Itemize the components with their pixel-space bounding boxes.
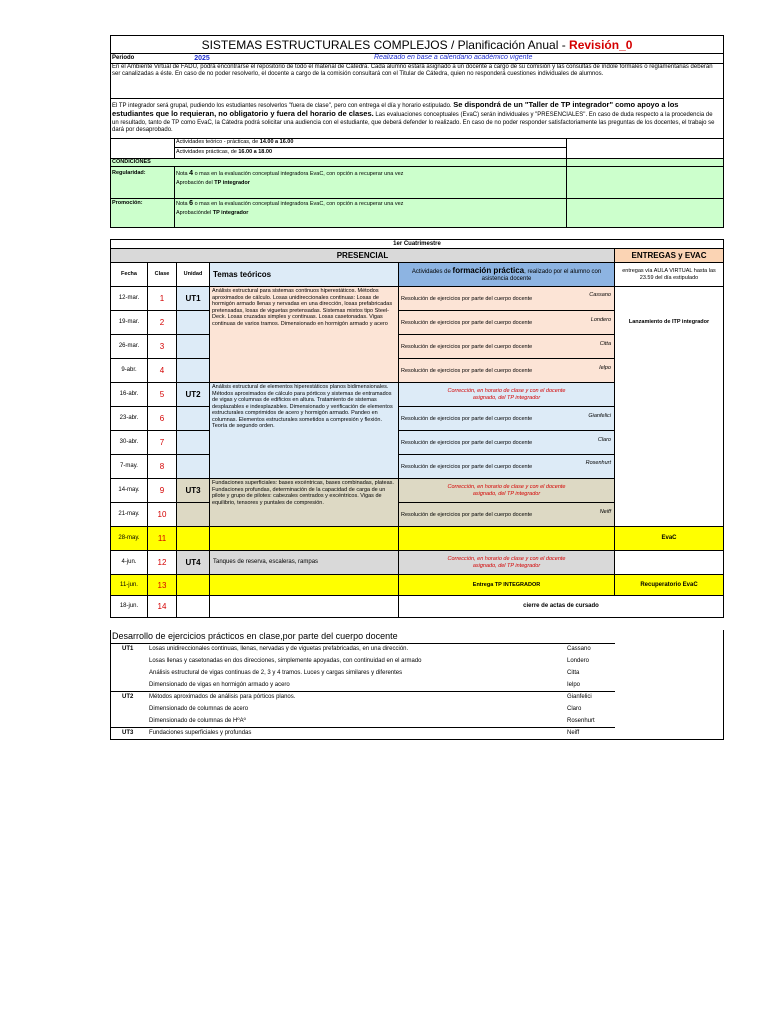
row-fecha: 21-may. [110,502,148,527]
row-correccion: Corrección, en horario de clase y con el docente asignado, del TP integrador [398,478,615,503]
evac-cell: EvaC [614,526,724,551]
row-clase: 14 [147,595,177,618]
row-unidad [176,358,210,383]
row-docente: Gianfelici [588,413,611,419]
prac-hours: 16.00 a 18.00 [238,149,273,155]
row-fecha: 9-abr. [110,358,148,383]
pro-nota-label: Nota [176,201,188,207]
unit-divider [110,727,615,728]
lanzamiento-itp: Lanzamiento de ITP integrador [614,286,724,527]
row-unidad [176,454,210,479]
col-unidad: Unidad [176,262,210,287]
practice-docente: Gianfelici [567,694,592,700]
practice-unit: UT3 [122,730,134,736]
row-unidad [176,595,210,618]
row-fecha: 12-mar. [110,286,148,311]
year-value: 2025 [194,54,210,62]
reg-nota-text: o mas en la evaluación conceptual integradora EvaC, con opción a recuperar una vez [194,171,404,177]
col-entregas: entregas vía AULA VIRTUAL hasta las 23.59 del día estipulado [614,262,724,287]
bottom-title: Desarrollo de ejercicios prácticos en clase,por parte del cuerpo docente [112,631,398,641]
practice-text: Análisis estructural de vigas continuas de 2, 3 y 4 tramos. Luces y cargas similares y diferentes [149,670,403,676]
practice-unit: UT2 [122,694,134,700]
row-resolucion [398,334,615,359]
row-11-topics [209,526,399,551]
pro-tp-label: Aprobacióndel [176,210,212,216]
col-act-b: formación práctica [452,265,525,275]
recuperatorio-evac: Recuperatorio EvaC [614,574,724,596]
row-fecha: 7-may. [110,454,148,479]
row-docente: Rosenhurt [585,460,611,466]
row-clase: 7 [147,430,177,455]
regularidad-tp [176,180,250,187]
row-docente: Neiff [599,509,611,515]
taller-text: Se dispondrá de un "Taller de TP integrador" como apoyo a los estudiantes que lo requieran, no obligatorio y fuera del horario de clases. [112,100,679,119]
row-fecha: 16-abr. [110,382,148,407]
col-act-c: , realizado por el alumno con asistencia docente [481,268,602,282]
row-fecha: 18-jun. [110,595,148,618]
evac-text: Las evaluaciones conceptuales (EvaC) serán individuales y "PRESENCIALES". En caso de duda respecto a la procedencia de un resultado, tanto de TP como EvaC, la Cátedra podrá solicitar una audiencia con el estudiante, que deberá defender lo realizado. En caso de no poder responder satisfactoriamente las preguntas de los docentes, el trabajo se dará por desaprobado. [112,112,715,133]
row-correccion: Corrección, en horario de clase y con el docente asignado, del TP integrador [398,550,615,575]
practice-docente: Rosenhurt [567,718,595,724]
row-unidad: UT1 [176,286,210,311]
presencial-header: PRESENCIAL [110,248,615,263]
teo-label: Actividades teórico - prácticas, de [176,139,259,145]
schedule-practic [176,149,272,156]
resolucion-text: Resolución de ejercicios por parte del cuerpo docente [401,440,533,446]
row-fecha: 14-may. [110,478,148,503]
row-12-entregas [614,550,724,575]
row-docente: Claro [597,437,611,443]
col-temas: Temas teóricos [209,262,399,287]
promocion-tp [176,210,248,217]
row-unidad [176,430,210,455]
row-resolucion [398,358,615,383]
row-unidad: UT4 [176,550,210,575]
entregas-header: ENTREGAS y EVAC [614,248,724,263]
regularidad-label: Regularidad: [112,170,146,176]
revision-label: Revisión_0 [569,37,633,52]
entrega-tp: Entrega TP INTEGRADOR [398,574,615,596]
col-clase: Clase [147,262,177,287]
tp-group-text: El TP integrador será grupal, pudiendo los estudiantes resolverlos "fuera de clase", pero con entrega el día y horario estipulado. [112,103,452,109]
row-fecha: 28-may. [110,526,148,551]
practice-text: Fundaciones superficiales y profundas [149,730,252,736]
row-clase: 10 [147,502,177,527]
row-unidad [176,406,210,431]
cuatrimestre-header: 1er Cuatrimestre [110,239,724,249]
practice-text: Dimensionado de columnas de acero [149,706,249,712]
schedule-teoric [176,139,293,146]
row-docente: Londero [590,317,611,323]
row-clase: 13 [147,574,177,596]
row-resolucion [398,430,615,455]
practice-text: Dimensionado de vigas en hormigón armado y acero [149,682,290,688]
row-unidad [176,310,210,335]
row-resolucion [398,310,615,335]
row-resolucion [398,502,615,527]
col-act-a: Actividades de [411,268,451,275]
pro-nota-value: 6 [189,200,194,207]
row-docente: Citta [599,341,611,347]
row-fecha: 23-abr. [110,406,148,431]
title-text: SISTEMAS ESTRUCTURALES COMPLEJOS / Planificación Anual - [201,37,566,52]
reg-tp-value: TP integrador [214,180,250,186]
row-resolucion [398,454,615,479]
ut2-topics: Análisis estructural de elementos hiperestáticos planos bidimensionales. Métodos aproximados de cálculo para pórticos y sistemas de entramados de vigas y columnas de edificios en altura. Tratamiento de sistemas desplazables e indesplazables. Dimensionado y verificación de elementos estructurales comprimidos de acero y hormigón armado. Pandeo en columnas. Elementos estructurales sometidos a compresión y flexión. Teoría de segundo orden. [209,382,399,479]
row-fecha: 4-jun. [110,550,148,575]
regularidad-nota [176,171,403,178]
row-clase: 5 [147,382,177,407]
row-resolucion [398,286,615,311]
teo-hours: 14.00 a 16.00 [259,139,294,145]
unit-divider [110,691,615,692]
resolucion-text: Resolución de ejercicios por parte del cuerpo docente [401,416,533,422]
practice-docente: Cassano [567,646,591,652]
cierre-actas: cierre de actas de cursado [398,595,724,618]
row-unidad [176,526,210,551]
practice-text: Dimensionado de columnas de HºAº [149,718,246,724]
periodo-label: Periodo [112,55,135,61]
practice-unit: UT1 [122,646,134,652]
prac-label: Actividades prácticas, de [176,149,237,155]
pro-tp-value: TP integrador [212,210,249,216]
resolucion-text: Resolución de ejercicios por parte del cuerpo docente [401,512,533,518]
page-title [110,36,724,53]
row-unidad: UT3 [176,478,210,503]
row-clase: 1 [147,286,177,311]
intro-paragraph-1: En el Ambiente Virtual de FADU, podrá encontrarse el repositorio de todo el material de Cátedra. Cada alumno estará asignado a un docente a cargo de su comisión y las consultas de índole formales o reglamentarias deberán ser canalizadas a éste. En caso de no poder resolverlo, el docente a cargo de la comisión consultará con el Titular de Cátedra, quien no responderá cuestiones individuales de alumnos. [112,64,713,78]
row-clase: 3 [147,334,177,359]
ut1-topics: Análisis estructural para sistemas continuos hiperestáticos. Métodos aproximados de cálculo. Losas unidireccionales continuas: Losas de hormigón armado llenas y nervadas en una dirección, losas prefabricadas pretensadas, losas de viguetas pretensadas. Sistemas mixtos tipo Steel-Deck. Losas cruzadas simples y continuas. Losas casetonadas. Vigas continuas de varios tramos. Dimensionado en hormigón armado y acero [209,286,399,383]
resolucion-text: Resolución de ejercicios por parte del cuerpo docente [401,320,533,326]
row-unidad [176,334,210,359]
resolucion-text: Resolución de ejercicios por parte del cuerpo docente [401,368,533,374]
resolucion-text: Resolución de ejercicios por parte del cuerpo docente [401,296,533,302]
reg-nota-label: Nota [176,171,188,177]
row-unidad [176,502,210,527]
promocion-label: Promoción: [112,200,143,206]
conditions-title: CONDICIONES [112,159,151,165]
row-fecha: 26-mar. [110,334,148,359]
practice-docente: Citta [567,670,580,676]
reg-nota-value: 4 [189,170,194,177]
reg-tp-label: Aprobación del [176,180,213,186]
practice-text: Métodos aproximados de análisis para pórticos planos. [149,694,296,700]
row-14-topics [209,595,399,618]
row-docente: Ielpo [599,365,611,371]
intro-paragraph-2 [112,101,720,134]
row-clase: 4 [147,358,177,383]
row-fecha: 30-abr. [110,430,148,455]
ut3-topics: Fundaciones superficiales: bases excéntricas, bases combinadas, plateas. Fundaciones profundas, determinación de la capacidad de carga de un pilote y grupo de pilotes: cabezales centrados y excéntricos. Vigas de equilibrio, tensores y puntales de compresión. [209,478,399,527]
practice-docente: Londero [567,658,590,664]
practice-docente: Neiff [567,730,580,736]
row-clase: 12 [147,550,177,575]
row-fecha: 19-mar. [110,310,148,335]
practice-docente: Ielpo [567,682,581,688]
row-clase: 2 [147,310,177,335]
row-docente: Cassano [589,292,611,298]
row-correccion: Corrección, en horario de clase y con el docente asignado, del TP integrador [398,382,615,407]
practice-text: Losas llenas y casetonadas en dos direcciones, simplemente apoyadas, con continuidad en el armado [149,658,422,664]
row-resolucion [398,406,615,431]
practice-docente: Claro [567,706,582,712]
row-clase: 8 [147,454,177,479]
resolucion-text: Resolución de ejercicios por parte del cuerpo docente [401,344,533,350]
row-unidad [176,574,210,596]
row-clase: 11 [147,526,177,551]
resolucion-text: Resolución de ejercicios por parte del cuerpo docente [401,464,533,470]
row-fecha: 11-jun. [110,574,148,596]
col-actividades [398,262,615,287]
ut4-topics: Tanques de reserva, escaleras, rampas [209,550,399,575]
pro-nota-text: o mas en la evaluación conceptual integradora EvaC, con opción a recuperar una vez [194,201,404,207]
row-unidad: UT2 [176,382,210,407]
promocion-nota [176,201,403,208]
calendar-note: Realizado en base a calendario académico vigente [374,54,533,61]
row-clase: 6 [147,406,177,431]
row-clase: 9 [147,478,177,503]
row-11-activity [398,526,615,551]
practice-text: Losas unidireccionales continuas, llenas, nervadas y de viguetas prefabricadas, en una dirección. [149,646,409,652]
col-fecha: Fecha [110,262,148,287]
row-13-topics [209,574,399,596]
